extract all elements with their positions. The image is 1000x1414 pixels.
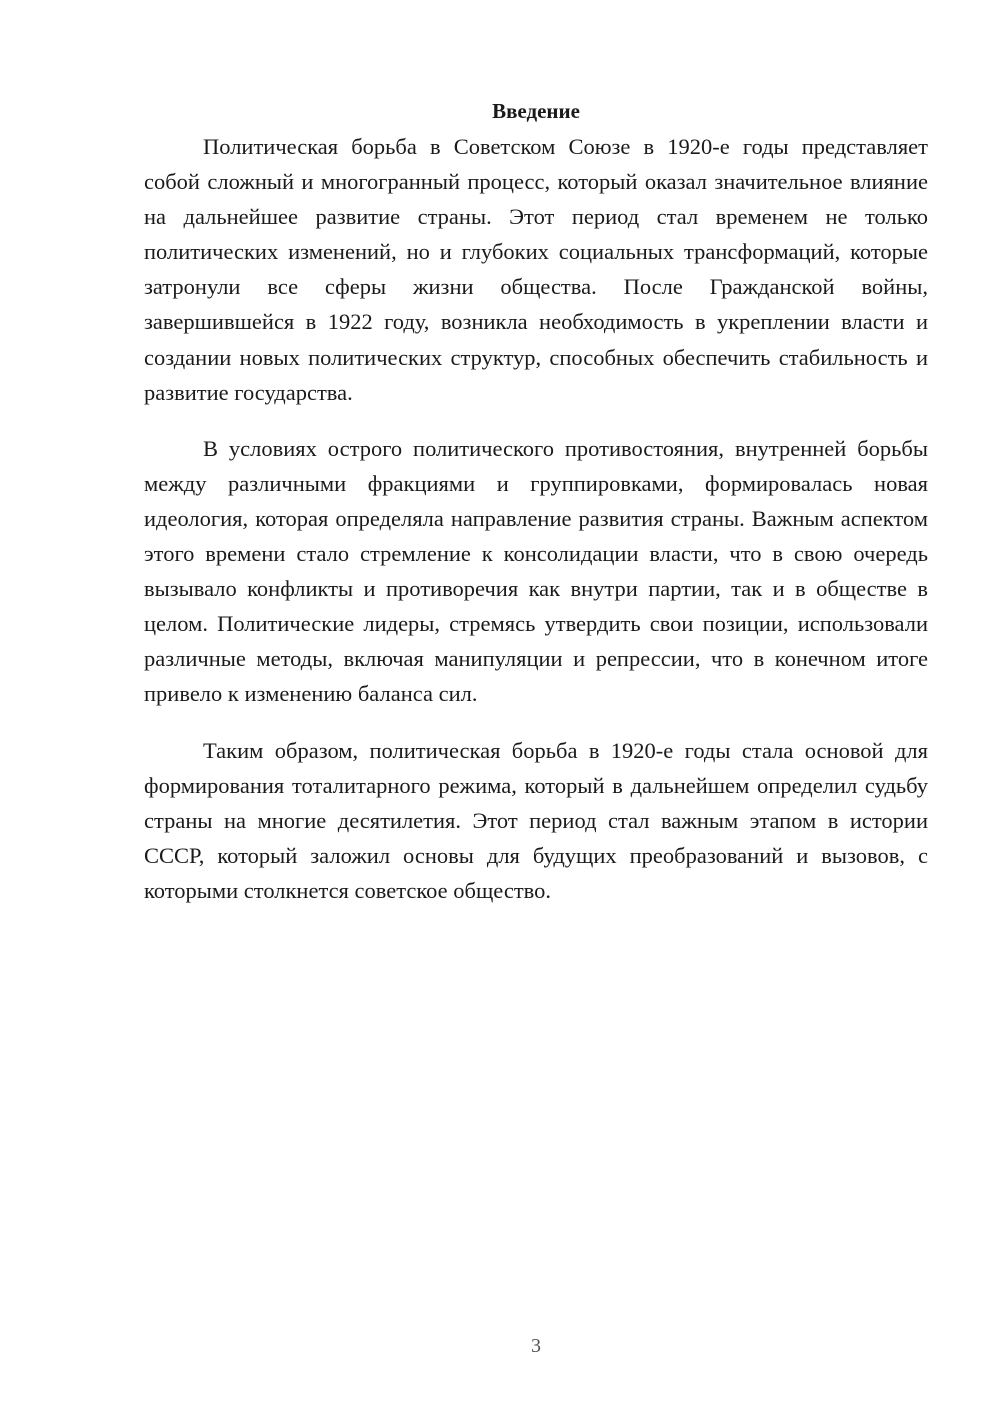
paragraph-2: В условиях острого политического противостояния, внутренней борьбы между различными фракциями и группировками, формировалась новая идеология, которая определяла направление развития страны. Важным аспектом этого времени стало стремление к консолидации власти, что в свою очередь вызывало конфликты и противоречия как внутри партии, так и в обществе в целом. Политические лидеры, стремясь утвердить свои позиции, использовали различные методы, включая манипуляции и репрессии, что в конечном итоге привело к изменению баланса сил. xyxy=(144,435,928,707)
page-number: 3 xyxy=(531,1335,541,1357)
section-heading: Введение xyxy=(492,99,580,123)
paragraph-3: Таким образом, политическая борьба в 1920-е годы стала основой для формирования тоталитарного режима, который в дальнейшем определил судьбу страны на многие десятилетия. Этот период стал важным этапом в истории СССР, который заложил основы для будущих преобразований и вызовов, с которыми столкнется советское общество. xyxy=(144,737,928,903)
page-content xyxy=(144,94,928,908)
paragraph-1: Политическая борьба в Советском Союзе в 1920-е годы представляет собой сложный и многогранный процесс, который оказал значительное влияние на дальнейшее развитие страны. Этот период стал временем не только политических изменений, но и глубоких социальных трансформаций, которые затронули все сферы жизни общества. После Гражданской войны, завершившейся в 1922 году, возникла необходимость в укреплении власти и создании новых политических структур, способных обеспечить стабильность и развитие государства. xyxy=(144,134,928,405)
